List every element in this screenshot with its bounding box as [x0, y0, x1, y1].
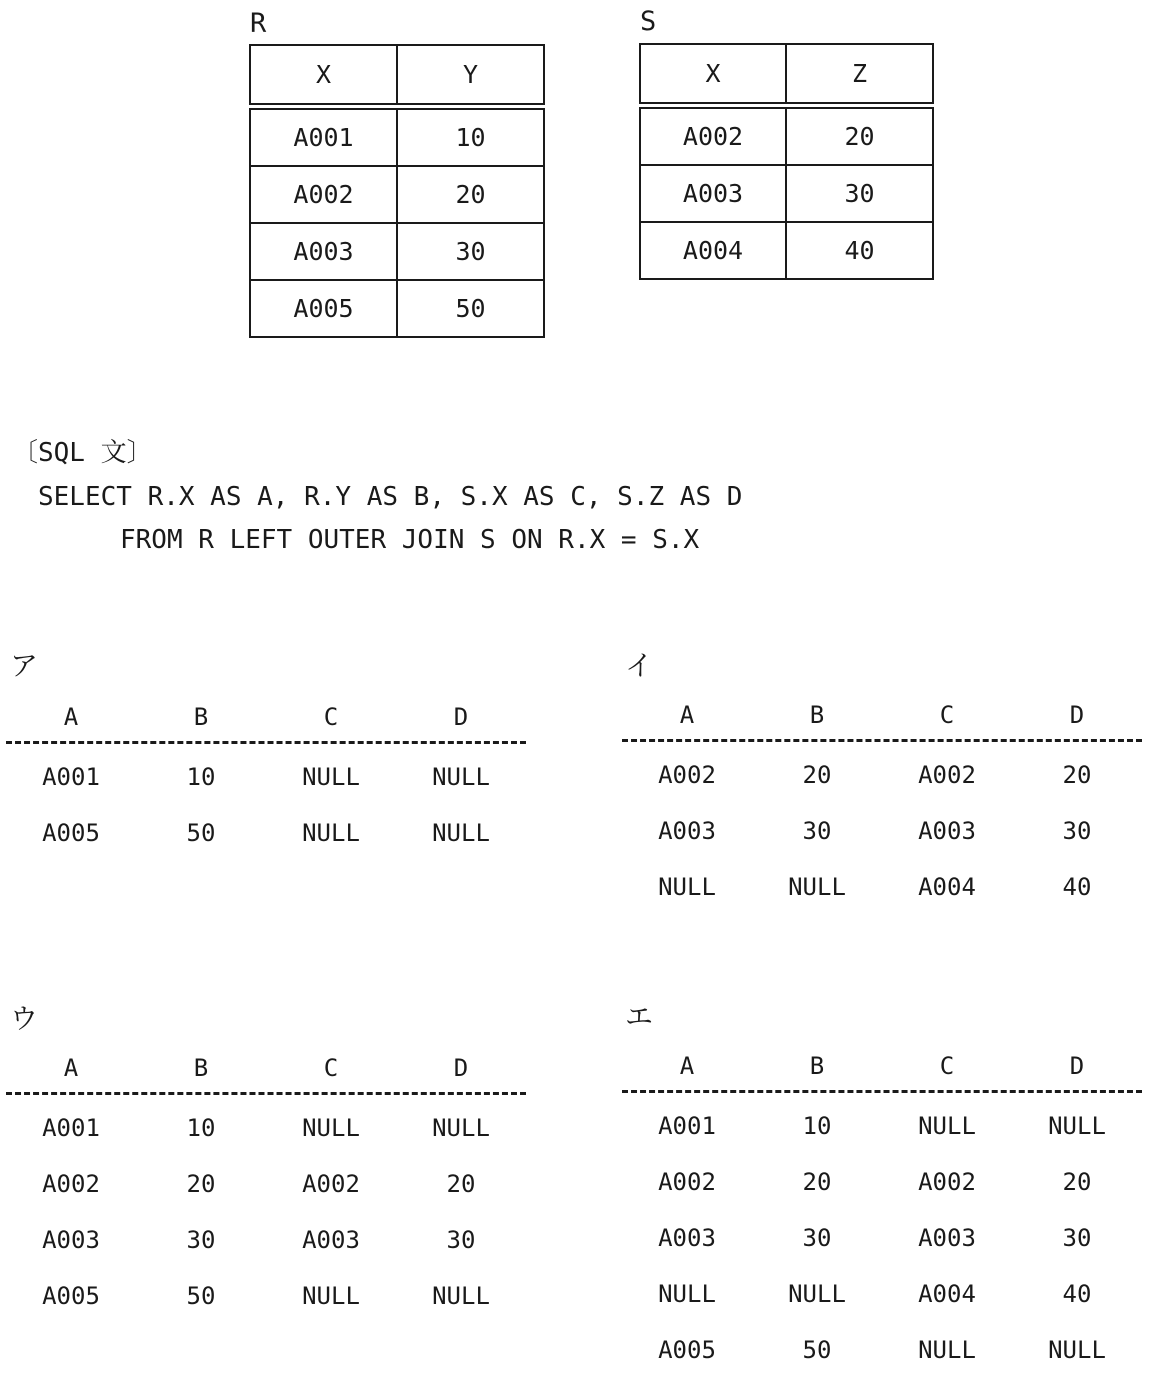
table-cell: NULL [1048, 1336, 1106, 1364]
table-cell: 20 [802, 1168, 832, 1196]
table-cell: A002 [640, 106, 786, 166]
option-a-label: ア [10, 649, 39, 682]
dashed-divider [622, 739, 1142, 742]
option-e-label: エ [625, 1000, 654, 1033]
table-cell: A002 [302, 1170, 360, 1198]
option-u-table [6, 1048, 526, 1329]
column-header: Y [397, 45, 544, 107]
column-header: Z [786, 44, 933, 106]
table-cell: 30 [446, 1226, 476, 1254]
column-header: A [679, 701, 695, 729]
table-cell: A003 [250, 223, 397, 280]
column-header: X [640, 44, 786, 106]
table-cell: A005 [250, 280, 397, 337]
table-cell: 20 [802, 761, 832, 789]
table-cell: NULL [1048, 1112, 1106, 1140]
table-cell: NULL [658, 1280, 716, 1308]
table-cell: A002 [658, 761, 716, 789]
table-cell: A003 [658, 817, 716, 845]
column-header: A [63, 1054, 79, 1082]
table-cell: NULL [302, 763, 360, 791]
table-cell: NULL [302, 1114, 360, 1142]
table-cell: 30 [786, 165, 933, 222]
table-cell: 20 [1062, 761, 1092, 789]
table-cell: 10 [186, 763, 216, 791]
option-u-label: ウ [10, 1002, 39, 1035]
sql-from-line: FROM R LEFT OUTER JOIN S ON R.X = S.X [120, 525, 700, 555]
sql-select-line: SELECT R.X AS A, R.Y AS B, S.X AS C, S.Z AS D [38, 482, 743, 512]
table-cell: 30 [397, 223, 544, 280]
table-cell: 20 [397, 166, 544, 223]
table-cell: A003 [658, 1224, 716, 1252]
column-header: B [809, 1052, 825, 1080]
table-cell: NULL [658, 873, 716, 901]
table-cell: 20 [186, 1170, 216, 1198]
table-cell: A001 [42, 763, 100, 791]
table-cell: A001 [250, 107, 397, 167]
table-cell: A004 [918, 1280, 976, 1308]
table-cell: A003 [918, 1224, 976, 1252]
table-cell: A005 [42, 819, 100, 847]
table-cell: A003 [42, 1226, 100, 1254]
table-header-row [250, 45, 544, 107]
table-cell: A005 [42, 1282, 100, 1310]
column-header: D [453, 1054, 469, 1082]
table-cell: NULL [788, 873, 846, 901]
table-row [250, 223, 544, 280]
dashed-divider [6, 1092, 526, 1095]
table-cell: A002 [42, 1170, 100, 1198]
table-cell: NULL [432, 1114, 490, 1142]
table-cell: A002 [250, 166, 397, 223]
table-cell: 40 [1062, 1280, 1092, 1308]
table-row [250, 107, 544, 167]
table-cell: NULL [918, 1336, 976, 1364]
table-cell: 30 [1062, 1224, 1092, 1252]
table-cell: A004 [918, 873, 976, 901]
table-cell: 10 [397, 107, 544, 167]
table-row [250, 280, 544, 337]
table-cell: 50 [186, 819, 216, 847]
column-header: D [1069, 1052, 1085, 1080]
column-header: C [939, 701, 955, 729]
option-a-table [6, 697, 526, 866]
table-cell: A003 [918, 817, 976, 845]
table-cell: 30 [802, 1224, 832, 1252]
column-header: B [193, 1054, 209, 1082]
option-i-table [622, 695, 1142, 920]
table-row [640, 165, 933, 222]
option-i-label: イ [625, 649, 654, 682]
table-cell: A001 [658, 1112, 716, 1140]
table-cell: A002 [918, 761, 976, 789]
dashed-divider [622, 1090, 1142, 1093]
relation-r-table [249, 44, 545, 338]
table-cell: NULL [432, 763, 490, 791]
column-header: A [679, 1052, 695, 1080]
table-row [640, 106, 933, 166]
relation-r-name: R [250, 8, 267, 39]
column-header: B [809, 701, 825, 729]
table-cell: 10 [802, 1112, 832, 1140]
table-cell: NULL [788, 1280, 846, 1308]
table-cell: 50 [186, 1282, 216, 1310]
table-cell: 50 [802, 1336, 832, 1364]
table-cell: 20 [786, 106, 933, 166]
table-cell: NULL [302, 1282, 360, 1310]
sql-title: 〔SQL 文〕 [12, 438, 153, 468]
column-header: A [63, 703, 79, 731]
table-cell: NULL [432, 819, 490, 847]
table-row [640, 222, 933, 279]
table-cell: 30 [186, 1226, 216, 1254]
table-cell: A002 [918, 1168, 976, 1196]
table-cell: 40 [1062, 873, 1092, 901]
table-cell: 40 [786, 222, 933, 279]
column-header: X [250, 45, 397, 107]
table-cell: 30 [802, 817, 832, 845]
table-cell: NULL [302, 819, 360, 847]
column-header: C [323, 703, 339, 731]
table-row [250, 166, 544, 223]
column-header: B [193, 703, 209, 731]
table-cell: A003 [640, 165, 786, 222]
table-cell: 20 [1062, 1168, 1092, 1196]
column-header: C [323, 1054, 339, 1082]
table-cell: NULL [918, 1112, 976, 1140]
column-header: D [453, 703, 469, 731]
relation-s-table [639, 43, 934, 280]
table-cell: NULL [432, 1282, 490, 1310]
relation-s-name: S [640, 6, 657, 37]
table-cell: A002 [658, 1168, 716, 1196]
column-header: C [939, 1052, 955, 1080]
table-cell: 20 [446, 1170, 476, 1198]
column-header: D [1069, 701, 1085, 729]
table-cell: A005 [658, 1336, 716, 1364]
table-cell: 30 [1062, 817, 1092, 845]
table-cell: A004 [640, 222, 786, 279]
option-e-table [622, 1046, 1142, 1383]
table-header-row [640, 44, 933, 106]
dashed-divider [6, 741, 526, 744]
table-cell: A003 [302, 1226, 360, 1254]
table-cell: 10 [186, 1114, 216, 1142]
table-cell: A001 [42, 1114, 100, 1142]
table-cell: 50 [397, 280, 544, 337]
